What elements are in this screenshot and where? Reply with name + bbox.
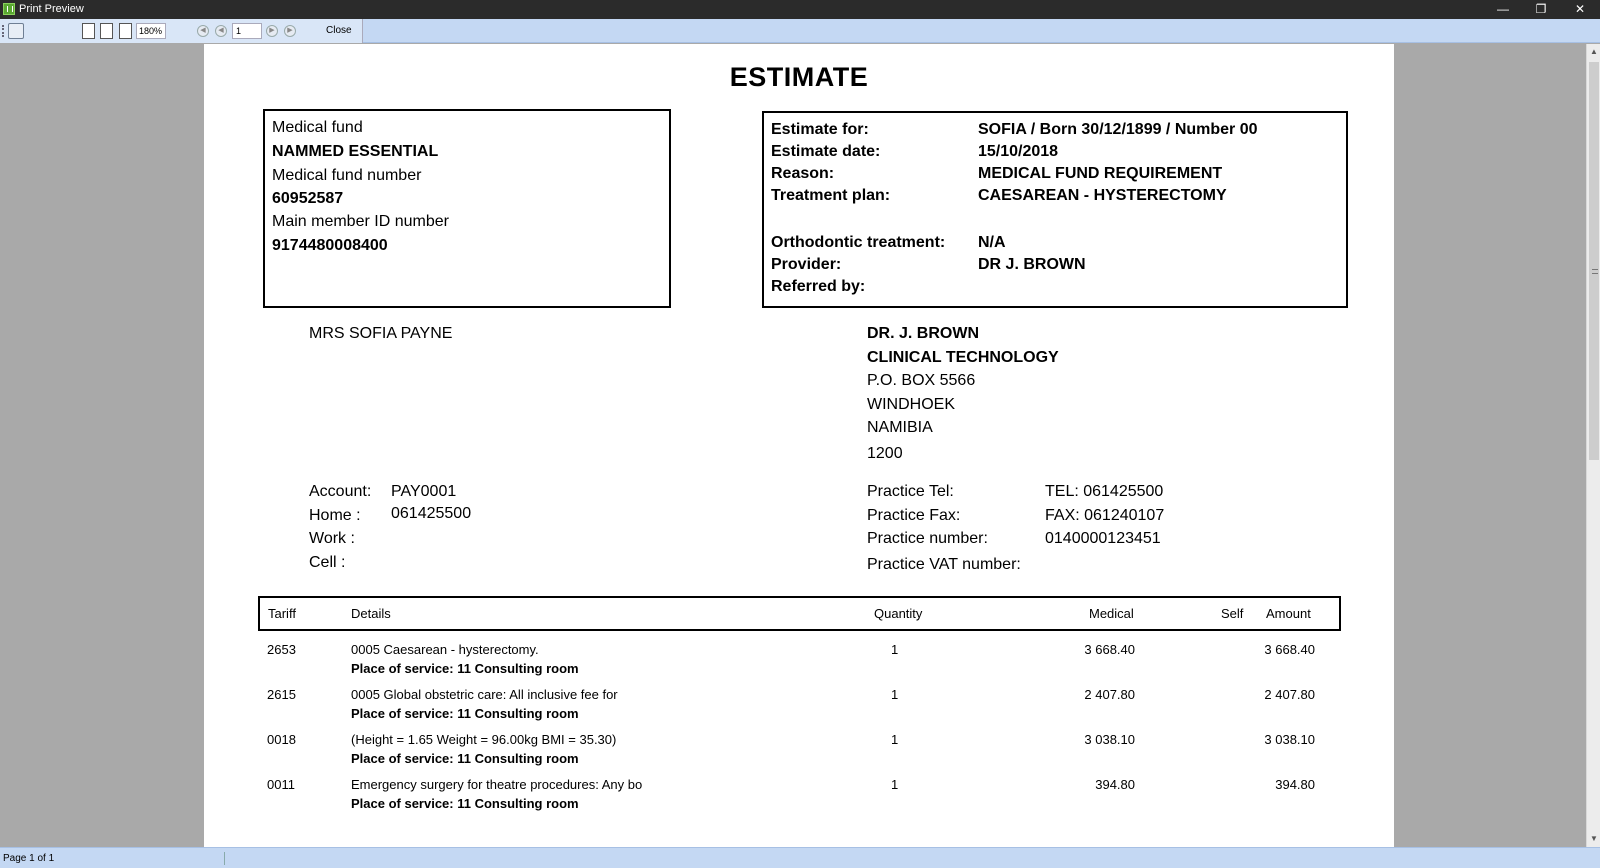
previous-page-icon[interactable]: ◀: [215, 25, 227, 37]
patient-name: MRS SOFIA PAYNE: [309, 325, 453, 342]
member-id: 9174480008400: [272, 237, 388, 254]
practice-address-1: P.O. BOX 5566: [867, 372, 976, 389]
estimate-date-label: Estimate date:: [771, 143, 881, 160]
zoom-select[interactable]: 180%: [136, 23, 166, 39]
status-bar: [0, 847, 1600, 868]
practice-number-label: Practice number:: [867, 530, 988, 547]
row-place: Place of service: 11 Consulting room: [351, 796, 579, 811]
close-window-button[interactable]: ✕: [1574, 2, 1586, 16]
practice-tel-value: TEL: 061425500: [1045, 483, 1164, 500]
scroll-grip-icon: [1592, 269, 1598, 274]
home-label: Home :: [309, 507, 361, 524]
practice-vat-label: Practice VAT number:: [867, 556, 1021, 573]
multi-page-icon[interactable]: [119, 23, 132, 39]
title-bar: [0, 0, 1600, 19]
page-info: Page 1 of 1: [3, 853, 55, 864]
estimate-for-value: SOFIA / Born 30/12/1899 / Number 00: [978, 121, 1258, 138]
row-amount: 394.80: [1275, 777, 1315, 792]
treatment-plan-value: CAESAREAN - HYSTERECTOMY: [978, 187, 1227, 204]
row-tariff: 0018: [267, 732, 296, 747]
row-place: Place of service: 11 Consulting room: [351, 661, 579, 676]
provider-label: Provider:: [771, 256, 842, 273]
row-quantity: 1: [891, 777, 899, 792]
col-medical: Medical: [1089, 606, 1134, 621]
row-quantity: 1: [891, 642, 899, 657]
row-medical: 3 038.10: [1084, 732, 1135, 747]
account-value: PAY0001: [391, 483, 457, 500]
fund-name: NAMMED ESSENTIAL: [272, 143, 439, 160]
reason-label: Reason:: [771, 165, 835, 182]
row-place: Place of service: 11 Consulting room: [351, 706, 579, 721]
row-details: Emergency surgery for theatre procedures: Any bo: [351, 777, 643, 792]
last-page-icon[interactable]: ▶: [284, 25, 296, 37]
col-amount: Amount: [1266, 606, 1311, 621]
next-page-icon[interactable]: ▶: [266, 25, 278, 37]
reason-value: MEDICAL FUND REQUIREMENT: [978, 165, 1223, 182]
col-details: Details: [351, 606, 391, 621]
print-icon[interactable]: [8, 23, 24, 39]
row-details: 0005 Caesarean - hysterectomy.: [351, 642, 539, 657]
estimate-details-box: [762, 111, 1348, 308]
practice-postal-code: 1200: [867, 445, 903, 462]
col-self: Self: [1221, 606, 1244, 621]
provider-value: DR J. BROWN: [978, 256, 1086, 273]
member-id-label: Main member ID number: [272, 213, 449, 230]
row-tariff: 0011: [267, 777, 295, 792]
toolbar-strip: [0, 19, 363, 43]
col-quantity: Quantity: [874, 606, 923, 621]
row-place: Place of service: 11 Consulting room: [351, 751, 579, 766]
scroll-thumb[interactable]: [1589, 62, 1599, 460]
practice-address-3: NAMIBIA: [867, 419, 933, 436]
two-pages-icon[interactable]: [100, 23, 113, 39]
vertical-scrollbar[interactable]: [1586, 44, 1600, 847]
status-separator: [224, 852, 225, 865]
toolbar-grip-icon[interactable]: [2, 25, 4, 37]
work-label: Work :: [309, 530, 355, 547]
row-details: 0005 Global obstetric care: All inclusive fee for: [351, 687, 618, 702]
minimize-button[interactable]: —: [1497, 2, 1509, 16]
row-amount: 2 407.80: [1264, 687, 1315, 702]
practice-fax-value: FAX: 061240107: [1045, 507, 1165, 524]
single-page-icon[interactable]: [82, 23, 95, 39]
toolbar: [0, 19, 1600, 43]
fund-number-label: Medical fund number: [272, 167, 422, 184]
first-page-icon[interactable]: ◀: [197, 25, 209, 37]
orthodontic-label: Orthodontic treatment:: [771, 234, 946, 251]
document-page: [204, 44, 1394, 847]
cell-label: Cell :: [309, 554, 346, 571]
row-amount: 3 668.40: [1264, 642, 1315, 657]
close-button[interactable]: Close: [326, 25, 352, 36]
practice-company: CLINICAL TECHNOLOGY: [867, 349, 1059, 366]
window-title: Print Preview: [19, 3, 84, 15]
row-quantity: 1: [891, 687, 899, 702]
practice-tel-label: Practice Tel:: [867, 483, 954, 500]
practice-doctor: DR. J. BROWN: [867, 325, 979, 342]
practice-fax-label: Practice Fax:: [867, 507, 961, 524]
table-header: [258, 596, 1341, 631]
practice-address-2: WINDHOEK: [867, 396, 955, 413]
fund-number: 60952587: [272, 190, 344, 207]
restore-button[interactable]: ❐: [1535, 2, 1547, 16]
preview-area: [0, 44, 1586, 847]
col-tariff: Tariff: [268, 606, 296, 621]
scroll-down-icon[interactable]: ▼: [1590, 834, 1598, 843]
medical-fund-box: [263, 109, 671, 308]
row-medical: 394.80: [1095, 777, 1135, 792]
row-medical: 3 668.40: [1084, 642, 1135, 657]
estimate-for-label: Estimate for:: [771, 121, 869, 138]
orthodontic-value: N/A: [978, 234, 1006, 251]
row-amount: 3 038.10: [1264, 732, 1315, 747]
row-details: (Height = 1.65 Weight = 96.00kg BMI = 35.30): [351, 732, 617, 747]
row-quantity: 1: [891, 732, 899, 747]
estimate-date-value: 15/10/2018: [978, 143, 1059, 160]
fund-label: Medical fund: [272, 119, 363, 136]
page-number-input[interactable]: 1: [232, 23, 262, 39]
practice-number-value: 0140000123451: [1045, 530, 1161, 547]
account-label: Account:: [309, 483, 372, 500]
app-icon: [3, 3, 15, 15]
document-title: ESTIMATE: [729, 62, 869, 92]
row-medical: 2 407.80: [1084, 687, 1135, 702]
row-tariff: 2653: [267, 642, 296, 657]
scroll-up-icon[interactable]: ▲: [1590, 47, 1598, 56]
referred-by-label: Referred by:: [771, 278, 866, 295]
treatment-plan-label: Treatment plan:: [771, 187, 891, 204]
home-value: 061425500: [391, 505, 472, 522]
row-tariff: 2615: [267, 687, 296, 702]
